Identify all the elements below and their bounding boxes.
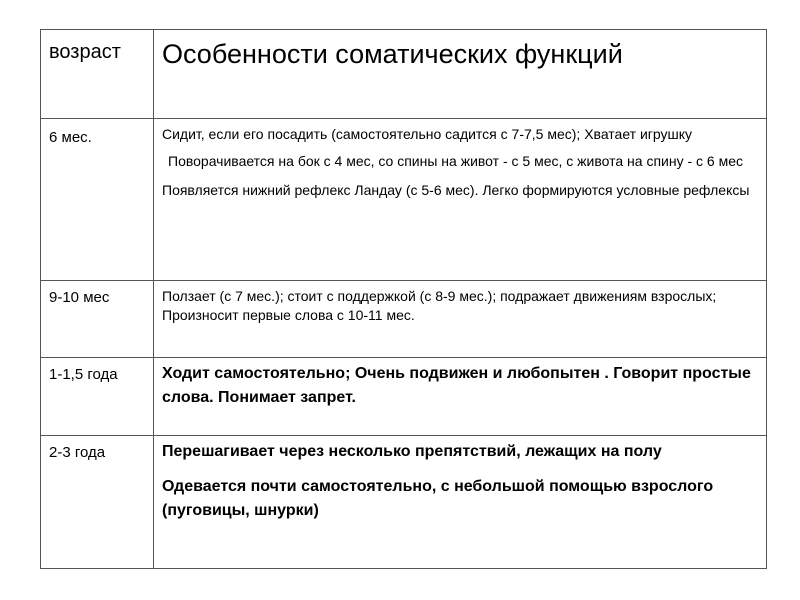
feature-text: Сидит, если его посадить (самостоятельно садится с 7-7,5 мес); Хватает игрушку [162, 126, 693, 142]
feature-text: Поворачивается на бок с 4 мес, со спины на живот - с 5 мес, с живота на спину - с 6 мес [168, 153, 743, 169]
feature-text: Ходит самостоятельно; Очень подвижен и любопытен . Говорит простые слова. Понимает запрет. [162, 365, 751, 406]
table-row [41, 281, 767, 358]
feature-text: Одевается почти самостоятельно, с небольшой помощью взрослого (пуговицы, шнурки) [162, 478, 714, 519]
age-cell: 2-3 года [41, 436, 154, 569]
age-cell: 6 мес. [41, 119, 154, 281]
table-header-row [41, 30, 767, 119]
features-cell [154, 119, 767, 281]
features-cell [154, 281, 767, 358]
features-cell [154, 436, 767, 569]
table-row [41, 436, 767, 569]
table-row [41, 119, 767, 281]
feature-text: Появляется нижний рефлекс Ландау (с 5-6 мес). Легко формируются условные рефлексы [162, 182, 750, 198]
feature-text: Ползает (с 7 мес.); стоит с поддержкой (с 8-9 мес.); подражает движениям взрослых; Произносит первые слова с 10-11 мес. [162, 288, 717, 323]
somatic-functions-table [40, 29, 767, 569]
age-cell: 9-10 мес [41, 281, 154, 358]
features-cell [154, 358, 767, 436]
feature-text: Перешагивает через несколько препятствий, лежащих на полу [162, 443, 662, 460]
age-column-header: возраст [41, 30, 154, 119]
table-row [41, 358, 767, 436]
age-cell: 1-1,5 года [41, 358, 154, 436]
features-column-header: Особенности соматических функций [154, 30, 767, 119]
